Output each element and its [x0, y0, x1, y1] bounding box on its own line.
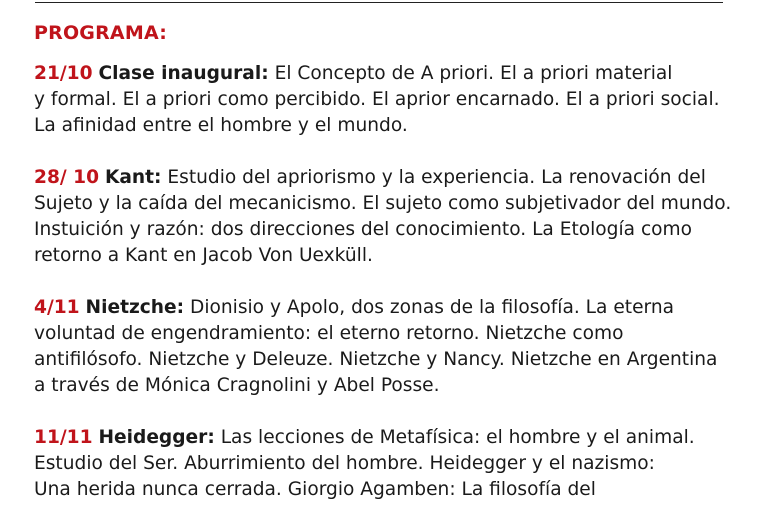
entry-date: 4/11 — [34, 297, 80, 318]
entry-text: Sujeto y la caída del mecanicismo. El sujeto como subjetivador del mundo. — [34, 193, 732, 214]
entry-date: 21/10 — [34, 63, 93, 84]
entry-line — [34, 165, 764, 191]
entry-text: retorno a Kant en Jacob Von Uexküll. — [34, 245, 373, 266]
entry-text: Estudio del Ser. Aburrimiento del hombre. Heidegger y el nazismo: — [34, 453, 655, 474]
entry-text: y formal. El a priori como percibido. El aprior encarnado. El a priori social. — [34, 89, 720, 110]
entry-topic: Nietzche: — [85, 297, 185, 318]
entry-text: a través de Mónica Cragnolini y Abel Posse. — [34, 375, 440, 396]
entry-line — [34, 61, 764, 87]
entry-text: Instuición y razón: dos direcciones del conocimiento. La Etología como — [34, 219, 693, 240]
program-entry-nietzche — [34, 295, 764, 399]
entry-topic: Heidegger: — [98, 427, 215, 448]
entry-text: voluntad de engendramiento: el eterno retorno. Nietzche como — [34, 323, 624, 344]
entry-date: 11/11 — [34, 427, 93, 448]
entry-text: antifilósofo. Nietzche y Deleuze. Nietzche y Nancy. Nietzche en Argentina — [34, 349, 718, 370]
entry-text: Estudio del apriorismo y la experiencia. La renovación del — [161, 167, 706, 188]
program-entry-kant-intro — [34, 61, 764, 139]
entry-text: Las lecciones de Metafísica: el hombre y el animal. — [214, 427, 695, 448]
program-heading: PROGRAMA: — [34, 22, 168, 44]
entry-line — [34, 425, 764, 451]
entry-line — [34, 295, 764, 321]
entry-text: Una herida nunca cerrada. Giorgio Agamben: La filosofía del — [34, 479, 596, 500]
program-entry-heidegger — [34, 425, 764, 503]
entry-topic: Kant: — [104, 167, 162, 188]
top-divider — [35, 2, 723, 3]
entry-date: 28/ 10 — [34, 167, 100, 188]
entry-text: La afinidad entre el hombre y el mundo. — [34, 115, 408, 136]
program-entry-kant — [34, 165, 764, 269]
entry-text: El Concepto de A priori. El a priori material — [268, 63, 673, 84]
entry-text: Dionisio y Apolo, dos zonas de la filosofía. La eterna — [184, 297, 675, 318]
program-list — [34, 61, 764, 529]
entry-topic: Clase inaugural: — [98, 63, 269, 84]
